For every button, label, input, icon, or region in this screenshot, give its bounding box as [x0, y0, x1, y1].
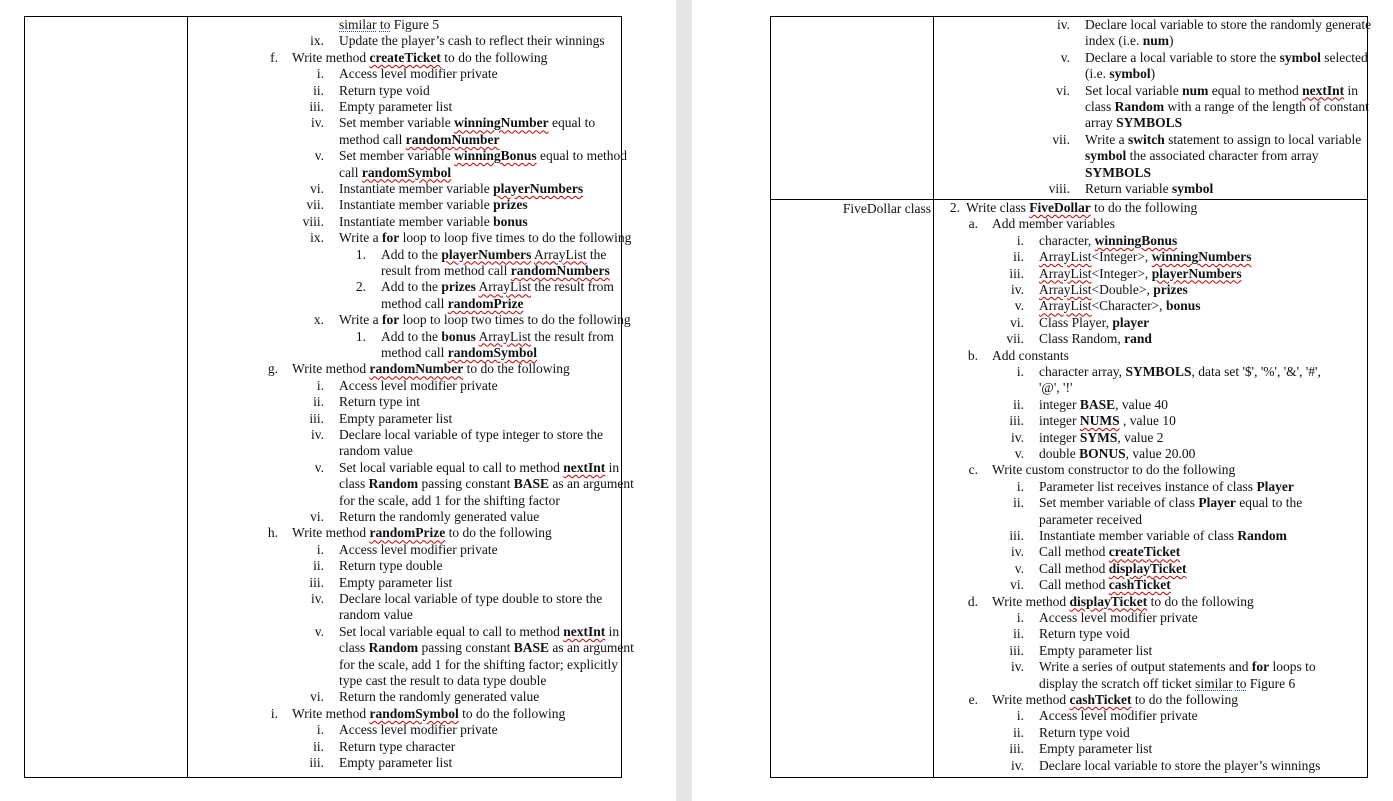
requirements-table	[770, 16, 1372, 778]
list-marker: vi.	[310, 181, 324, 196]
list-marker: i.	[1016, 478, 1024, 494]
list-item-text: Write method displayTicket to do the following	[992, 593, 1254, 609]
list-marker: ii.	[313, 558, 324, 574]
list-item-text: Set local variable equal to call to method nextInt in	[339, 459, 620, 475]
instructions-cell-top	[934, 17, 1372, 199]
list-marker: v.	[314, 623, 324, 639]
list-item-text: Empty parameter list	[339, 755, 453, 770]
list-item-text: Empty parameter list	[1039, 741, 1153, 757]
list-item-text: Return type void	[1039, 724, 1130, 740]
list-marker: i.	[316, 377, 324, 393]
list-item-text: Add to the prizes ArrayList the result from	[381, 279, 614, 295]
list-item-text: integer NUMS , value 10	[1039, 413, 1176, 429]
list-marker: iv.	[311, 427, 324, 442]
list-item-text: Write method randomNumber to do the following	[292, 361, 570, 377]
list-item-text: call randomSymbol	[339, 164, 452, 180]
list-marker: g.	[267, 361, 278, 377]
list-marker: viii.	[302, 213, 324, 229]
list-item-text: Add constants	[992, 347, 1069, 363]
list-item-text: Return the randomly generated value	[339, 509, 540, 524]
list-item-text: similar to Figure 5	[339, 17, 440, 32]
list-marker: ii.	[313, 738, 324, 754]
list-item-text: ArrayList<Double>, prizes	[1039, 282, 1188, 297]
list-item-text: Class Player, player	[1039, 314, 1150, 330]
requirements-table	[24, 16, 634, 778]
document-page-right	[692, 0, 1393, 801]
list-marker: iii.	[309, 574, 324, 590]
list-marker: i.	[1016, 232, 1024, 248]
list-item-text: double BONUS, value 20.00	[1039, 446, 1196, 461]
list-item-text: Call method cashTicket	[1039, 577, 1171, 593]
list-marker: b.	[967, 347, 978, 363]
list-marker: iv.	[311, 115, 324, 131]
list-marker: i.	[316, 722, 324, 738]
list-item-text: parameter received	[1039, 511, 1143, 527]
list-item-text: random value	[339, 443, 413, 459]
list-marker: i.	[316, 541, 324, 557]
list-marker: ix.	[310, 230, 324, 246]
list-marker: vii.	[1052, 131, 1070, 147]
list-marker: c.	[968, 462, 978, 478]
list-marker: iii.	[1009, 413, 1024, 429]
list-item-text: Write method randomPrize to do the following	[292, 525, 552, 541]
list-marker: a.	[968, 216, 978, 232]
list-item-text: Set local variable equal to call to method nextInt in	[339, 623, 620, 639]
list-marker: iii.	[1009, 741, 1024, 757]
list-item-text: Write class FiveDollar to do the following	[966, 200, 1198, 215]
list-item-text: result from method call randomNumbers	[381, 263, 610, 278]
list-marker: iv.	[1011, 429, 1024, 445]
list-item-text: array SYMBOLS	[1085, 115, 1183, 131]
list-marker: iii.	[309, 99, 324, 114]
list-item-text: Declare local variable of type double to store the	[339, 591, 603, 606]
list-marker: h.	[267, 525, 278, 541]
list-marker: iv.	[1011, 544, 1024, 560]
list-item-text: for the scale, add 1 for the shifting factor	[339, 492, 560, 508]
list-item-text: Add member variables	[992, 216, 1115, 232]
list-marker: i.	[1016, 364, 1024, 379]
list-item-text: SYMBOLS	[1085, 164, 1152, 180]
list-marker: e.	[968, 692, 978, 707]
list-item-text: (i.e. symbol)	[1085, 66, 1156, 82]
list-item-text: index (i.e. num)	[1085, 33, 1174, 49]
list-marker: iv.	[1011, 282, 1024, 297]
list-marker: ii.	[313, 394, 324, 410]
list-marker: v.	[314, 148, 324, 164]
list-marker: vii.	[306, 197, 324, 213]
list-item-text: method call randomNumber	[339, 131, 500, 147]
list-item-text: Declare a local variable to store the symbol selected	[1085, 49, 1368, 65]
list-marker: ii.	[1013, 249, 1024, 265]
list-marker: v.	[1014, 298, 1024, 314]
list-marker: ii.	[1013, 495, 1024, 511]
list-item-text: Set local variable num equal to method nextInt in	[1085, 82, 1359, 98]
list-item-text: Return variable symbol	[1085, 181, 1214, 196]
list-item-text: display the scratch off ticket similar to Figure 6	[1039, 675, 1296, 691]
list-item-text: Write a switch statement to assign to local variable	[1085, 131, 1362, 147]
list-marker: ix.	[310, 33, 324, 49]
list-item-text: class Random with a range of the length of constant	[1085, 99, 1369, 114]
list-item-text: Call method displayTicket	[1039, 560, 1187, 576]
page-gap	[676, 0, 692, 801]
instructions-cell-bottom	[934, 200, 1367, 777]
list-marker: iv.	[1011, 659, 1024, 675]
list-marker: x.	[313, 312, 324, 328]
list-marker: i.	[1016, 610, 1024, 625]
list-marker: i.	[270, 705, 278, 721]
list-item-text: character, winningBonus	[1039, 232, 1178, 248]
list-marker: vi.	[1010, 577, 1024, 593]
list-item-text: class Random passing constant BASE as an argument	[339, 640, 634, 656]
list-item-text: Return type int	[339, 394, 421, 410]
list-item-text: Access level modifier private	[339, 377, 498, 393]
list-item-text: method call randomPrize	[381, 295, 524, 311]
list-marker: viii.	[1048, 181, 1070, 196]
list-item-text: Access level modifier private	[339, 541, 498, 557]
list-marker: v.	[314, 459, 324, 475]
list-marker: iv.	[1057, 17, 1070, 32]
instructions-cell	[188, 17, 634, 777]
list-item-text: Instantiate member variable of class Random	[1039, 528, 1287, 543]
list-item-text: Write custom constructor to do the following	[992, 462, 1236, 478]
list-item-text: symbol the associated character from array	[1085, 148, 1319, 164]
list-marker: vi.	[310, 689, 324, 705]
list-marker: vi.	[310, 509, 324, 524]
list-marker: iii.	[309, 755, 324, 770]
list-item-text: ArrayList<Character>, bonus	[1039, 298, 1201, 314]
list-marker: v.	[1014, 560, 1024, 576]
list-item-text: ArrayList<Integer>, playerNumbers	[1039, 265, 1242, 281]
list-marker: 2.	[949, 200, 960, 215]
list-item-text: ArrayList<Integer>, winningNumbers	[1039, 249, 1252, 265]
list-item-text: Call method createTicket	[1039, 544, 1181, 560]
list-item-text: class Random passing constant BASE as an argument	[339, 476, 634, 492]
list-marker: f.	[270, 49, 278, 65]
list-marker: 1.	[355, 246, 366, 262]
list-marker: iii.	[1009, 642, 1024, 658]
list-item-text: Access level modifier private	[1039, 610, 1198, 625]
list-marker: i.	[1016, 708, 1024, 724]
list-item-text: Write a series of output statements and for loops to	[1039, 659, 1316, 675]
list-item-text: random value	[339, 607, 413, 623]
list-item-text: Instantiate member variable playerNumbers	[339, 181, 584, 196]
list-marker: i.	[316, 66, 324, 82]
list-item-text: Set member variable of class Player equal to the	[1039, 495, 1303, 511]
list-item-text: Return the randomly generated value	[339, 689, 540, 705]
list-item-text: character array, SYMBOLS, data set '$', '%', '&', '#',	[1039, 364, 1321, 379]
list-item-text: Return type double	[339, 558, 443, 574]
list-item-text: integer BASE, value 40	[1039, 396, 1169, 412]
list-item-text: Declare local variable of type integer to store the	[339, 427, 603, 442]
list-item-text: Add to the playerNumbers ArrayList the	[381, 246, 607, 262]
list-marker: iii.	[1009, 528, 1024, 543]
list-marker: v.	[1014, 446, 1024, 461]
list-item-text: method call randomSymbol	[381, 345, 538, 360]
list-item-text: Add to the bonus ArrayList the result from	[381, 328, 614, 344]
list-item-text: '@', '!'	[1039, 380, 1073, 396]
list-item-text: Access level modifier private	[1039, 708, 1198, 724]
class-name-cell	[25, 17, 187, 777]
list-marker: iii.	[1009, 265, 1024, 281]
list-marker: vi.	[1010, 314, 1024, 330]
row-label-fivedollar: FiveDollar class	[842, 201, 931, 216]
list-item-text: Set member variable winningNumber equal to	[339, 115, 596, 131]
list-marker: ii.	[1013, 396, 1024, 412]
list-marker: iv.	[1011, 757, 1024, 773]
list-item-text: Write a for loop to loop two times to do the following	[339, 312, 631, 328]
list-item-text: Empty parameter list	[339, 574, 453, 590]
list-item-text: Class Random, rand	[1039, 331, 1152, 347]
list-marker: iv.	[311, 591, 324, 606]
list-marker: ii.	[1013, 626, 1024, 642]
list-marker: ii.	[313, 82, 324, 98]
list-marker: d.	[967, 593, 978, 609]
list-item-text: type cast the result to data type double	[339, 673, 547, 688]
list-item-text: Parameter list receives instance of class Player	[1039, 478, 1294, 494]
list-item-text: Write a for loop to loop five times to do the following	[339, 230, 632, 246]
list-item-text: Update the player’s cash to reflect their winnings	[339, 33, 605, 49]
list-item-text: Empty parameter list	[1039, 642, 1153, 658]
list-item-text: Write method randomSymbol to do the following	[292, 705, 566, 721]
list-item-text: integer SYMS, value 2	[1039, 429, 1164, 445]
list-item-text: Declare local variable to store the player’s winnings	[1039, 757, 1321, 773]
list-item-text: Write method cashTicket to do the following	[992, 692, 1238, 707]
list-marker: vi.	[1056, 82, 1070, 98]
list-item-text: for the scale, add 1 for the shifting factor; explicitly	[339, 656, 618, 672]
list-item-text: Declare local variable to store the randomly generate	[1085, 17, 1372, 32]
list-item-text: Set member variable winningBonus equal to method	[339, 148, 628, 164]
list-item-text: Access level modifier private	[339, 722, 498, 738]
list-item-text: Empty parameter list	[339, 99, 453, 114]
list-item-text: Return type void	[339, 82, 430, 98]
list-item-text: Empty parameter list	[339, 410, 453, 426]
list-marker: v.	[1060, 49, 1070, 65]
list-marker: vii.	[1006, 331, 1024, 347]
list-item-text: Instantiate member variable bonus	[339, 213, 528, 229]
list-marker: 1.	[355, 328, 366, 344]
list-marker: ii.	[1013, 724, 1024, 740]
list-item-text: Return type void	[1039, 626, 1130, 642]
list-item-text: Instantiate member variable prizes	[339, 197, 528, 213]
list-item-text: Write method createTicket to do the following	[292, 49, 548, 65]
document-page-left	[0, 0, 676, 801]
list-marker: 2.	[355, 279, 366, 295]
list-marker: iii.	[309, 410, 324, 426]
list-item-text: Access level modifier private	[339, 66, 498, 82]
list-item-text: Return type character	[339, 738, 456, 754]
